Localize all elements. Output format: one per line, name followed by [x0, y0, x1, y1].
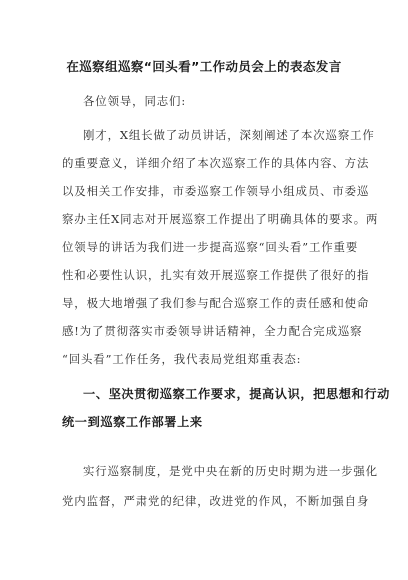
paragraph-line: 的重要意义，详细介绍了本次巡察工作的具体内容、方法	[62, 156, 370, 170]
paragraph-line: 实行巡察制度，是党中央在新的历史时期为进一步强化	[83, 464, 378, 478]
salutation: 各位领导，同志们:	[83, 94, 187, 108]
section-heading: 一、坚决贯彻巡察工作要求，提高认识，把思想和行动	[83, 387, 390, 401]
section-heading: 统一到巡察工作部署上来	[62, 415, 203, 429]
paragraph-line: 感!为了贯彻落实市委领导讲话精神，全力配合完成巡察	[62, 324, 363, 338]
document-title: 在巡察组巡察“回头看”工作动员会上的表态发言	[66, 59, 342, 74]
paragraph-line: 导，极大地增强了我们参与配合巡察工作的责任感和使命	[62, 296, 370, 310]
paragraph-line: 性和必要性认识，扎实有效开展巡察工作提供了很好的指	[62, 268, 370, 282]
paragraph-line: “回头看”工作任务，我代表局党组郑重表态:	[62, 352, 302, 366]
paragraph-line: 以及相关工作安排，市委巡察工作领导小组成员、市委巡	[62, 184, 370, 198]
paragraph-line: 刚才，X组长做了动员讲话，深刻阐述了本次巡察工作	[83, 128, 375, 142]
paragraph-line: 察办主任X同志对开展巡察工作提出了明确具体的要求。两	[62, 212, 379, 226]
paragraph-line: 位领导的讲话为我们进一步提高巡察“回头看”工作重要	[62, 240, 359, 254]
paragraph-line: 党内监督，严肃党的纪律，改进党的作风，不断加强自身	[62, 494, 370, 508]
